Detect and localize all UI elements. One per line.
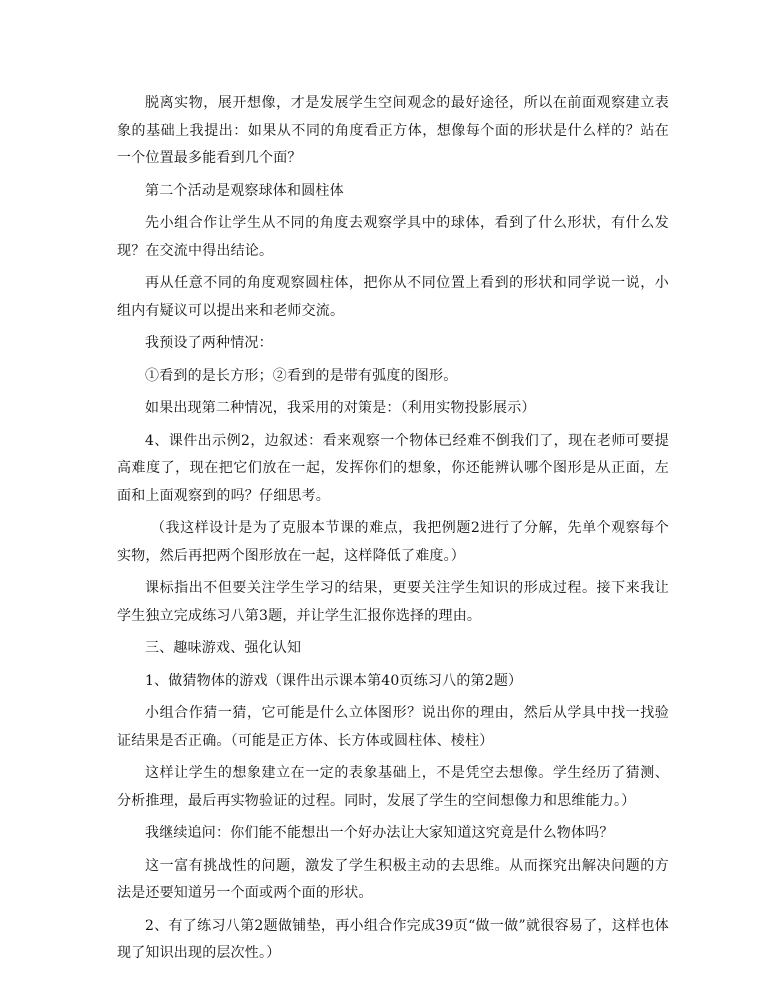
paragraph-curriculum-standard: 课标指出不但要关注学生学习的结果，更要关注学生知识的形成过程。接下来我让学生独立完成练习八第3题，并让学生汇报你选择的理由。	[117, 580, 669, 624]
paragraph-two-cases: 我预设了两种情况：	[145, 335, 273, 351]
paragraph-example-two: 4、课件出示例2，边叙述：看来观察一个物体已经难不倒我们了，现在老师可要提高难度了，现在把它们放在一起，发挥你们的想象，你还能辨认哪个图形是从正面，左面和上面观察到的吗？仔细思考。	[117, 432, 669, 504]
paragraph-exercise-two: 2、有了练习八第2题做铺垫，再小组合作完成39页“做一做”就很容易了，这样也体现了知识出现的层次性。）	[117, 917, 669, 961]
paragraph-follow-up-question: 我继续追问：你们能不能想出一个好办法让大家知道这究竟是什么物体吗？	[145, 825, 614, 841]
paragraph-guess-game: 1、做猜物体的游戏（课件出示课本第40页练习八的第2题）	[145, 672, 523, 689]
paragraph-observe-sphere: 先小组合作让学生从不同的角度去观察学具中的球体，看到了什么形状，有什么发现？在交流中得出结论。	[117, 215, 669, 259]
paragraph-activity-two: 第二个活动是观察球体和圆柱体	[145, 182, 344, 199]
paragraph-imagination: 脱离实物，展开想像，才是发展学生空间观念的最好途径，所以在前面观察建立表象的基础上我提出：如果从不同的角度看正方体，想像每个面的形状是什么样的？站在一个位置最多能看到几个面？	[117, 95, 669, 166]
paragraph-group-guess: 小组合作猜一猜，它可能是什么立体图形？说出你的理由，然后从学具中找一找验证结果是否正确。（可能是正方体、长方体或圆柱体、棱柱）	[117, 705, 669, 749]
paragraph-imagination-basis: 这样让学生的想象建立在一定的表象基础上，不是凭空去想像。学生经历了猜测、分析推理，最后再实物验证的过程。同时，发展了学生的空间想像力和思维能力。）	[117, 765, 669, 809]
paragraph-countermeasure: 如果出现第二种情况，我采用的对策是：（利用实物投影展示）	[145, 400, 536, 416]
paragraph-case-list: ①看到的是长方形；②看到的是带有弧度的图形。	[145, 367, 458, 384]
paragraph-observe-cylinder: 再从任意不同的角度观察圆柱体，把你从不同位置上看到的形状和同学说一说，小组内有疑议可以提出来和老师交流。	[117, 275, 669, 319]
paragraph-challenge: 这一富有挑战性的问题，激发了学生积极主动的去思维。从而探究出解决问题的方法是还要知道另一个面或两个面的形状。	[117, 857, 669, 901]
paragraph-design-note: （我这样设计是为了克服本节课的难点，我把例题2进行了分解，先单个观察每个实物，然后再把两个图形放在一起，这样降低了难度。）	[117, 520, 669, 564]
document-body	[117, 90, 669, 973]
section-heading-game: 三、趣味游戏、强化认知	[145, 640, 302, 656]
